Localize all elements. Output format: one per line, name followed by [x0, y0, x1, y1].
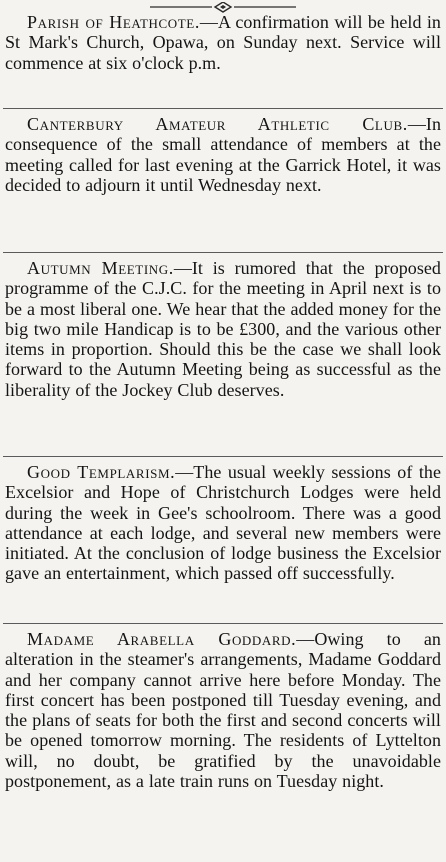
- article-heading: Parish of Heathcote.: [27, 12, 200, 32]
- column-rule: [3, 456, 443, 457]
- article-parish-of-heathcote: [5, 12, 441, 73]
- article-good-templarism: [5, 462, 441, 584]
- article-body: —It is rumored that the proposed programme of the C.J.C. for the meeting in April next is to be a most liberal one. We hear that the added money for the big two mile Handicap is to be £300, and the various other items in proportion. Should this be the case we shall look forward to the Autumn Meeting being as successful as the liberality of the Jockey Club deserves.: [5, 258, 441, 400]
- article-autumn-meeting: [5, 258, 441, 400]
- article-heading: Autumn Meeting.: [27, 258, 174, 278]
- column-rule: [3, 108, 443, 109]
- column-rule: [3, 252, 443, 253]
- article-body: —The usual weekly sessions of the Excelsior and Hope of Christchurch Lodges were held during the week in Gee's schoolroom. There was a good attendance at each lodge, and several new members were initiated. At the conclusion of lodge business the Excelsior gave an entertainment, which passed off successfully.: [5, 462, 441, 584]
- column-rule: [3, 623, 443, 624]
- article-body: —A confirmation will be held in St Mark's Church, Opawa, on Sunday next. Service will commence at six o'clock p.m.: [5, 12, 441, 73]
- article-heading: Good Templarism.: [27, 462, 176, 482]
- article-body: —Owing to an alteration in the steamer's arrangements, Madame Goddard and her company cannot arrive here before Monday. The first concert has been postponed till Tuesday evening, and the plans of seats for both the first and second concerts will be opened tomorrow morning. The residents of Lyttelton will, no doubt, be gratified by the unavoidable postponement, as a late train runs on Tuesday night.: [5, 629, 441, 792]
- article-body: —In consequence of the small attendance of members at the meeting called for last evening at the Garrick Hotel, it was decided to adjourn it until Wednesday next.: [5, 114, 441, 195]
- article-heading: Canterbury Amateur Athletic Club.: [27, 114, 408, 134]
- article-madame-goddard: [5, 629, 441, 791]
- article-athletic-club: [5, 114, 441, 195]
- article-heading: Madame Arabella Goddard.: [27, 629, 297, 649]
